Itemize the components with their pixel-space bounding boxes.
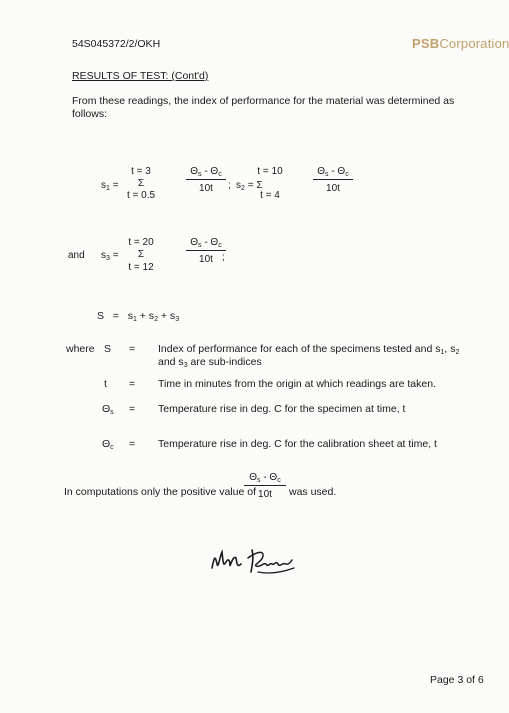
s2-denominator: 10t	[326, 183, 340, 194]
def-equals: =	[129, 438, 136, 450]
intro-line-1: From these readings, the index of performance for the material was determined as	[72, 95, 455, 107]
document-reference: 54S045372/2/OKH	[72, 38, 161, 50]
fraction-bar	[313, 179, 353, 180]
intro-line-2: follows:	[72, 108, 108, 120]
def-theta-s-text: Temperature rise in deg. C for the specimen at time, t	[158, 403, 406, 415]
s2-upper-limit: t = 10	[257, 166, 283, 177]
fraction-bar	[186, 250, 226, 251]
def-S-line-1: Index of performance for each of the specimens tested and $s_1$, $s_2$	[158, 343, 460, 356]
s1-sigma: Σ	[137, 178, 145, 189]
computation-numerator: $\Theta_s - \Theta_c$	[249, 472, 281, 484]
section-title: RESULTS OF TEST: (Cont'd)	[72, 70, 209, 82]
computation-denominator: 10t	[258, 489, 272, 500]
s3-lower-limit: t = 12	[128, 262, 154, 273]
page-number: Page 3 of 6	[430, 674, 484, 686]
s3-fraction	[186, 237, 226, 265]
s3-sigma: Σ	[137, 249, 145, 260]
s1-fraction	[186, 166, 226, 194]
s2-numerator: $\Theta_s - \Theta_c$	[317, 166, 349, 178]
def-symbol-theta-c: $\Theta_c$	[102, 438, 114, 451]
s2-lower-limit: t = 4	[260, 190, 280, 201]
s1-denominator: 10t	[199, 183, 213, 194]
def-equals: =	[129, 403, 136, 415]
def-symbol-theta-s: $\Theta_s$	[102, 403, 114, 416]
s1-numerator: $\Theta_s - \Theta_c$	[190, 166, 222, 178]
s3-denominator: 10t	[199, 254, 213, 265]
s2-lhs: $s_2 = \Sigma$	[236, 180, 263, 192]
def-t-text: Time in minutes from the origin at which readings are taken.	[158, 378, 436, 390]
def-equals: =	[129, 343, 136, 355]
def-equals: =	[129, 378, 136, 390]
computation-note-pre: In computations only the positive value of	[64, 486, 257, 498]
def-S-line-2: and $s_3$ are sub-indices	[158, 356, 262, 369]
fraction-bar	[186, 179, 226, 180]
and-label: and	[68, 250, 85, 261]
s3-semicolon: ;	[222, 252, 225, 263]
def-theta-c-text: Temperature rise in deg. C for the calibration sheet at time, t	[158, 438, 437, 450]
s3-numerator: $\Theta_s - \Theta_c$	[190, 237, 222, 249]
where-label: where	[66, 343, 95, 355]
logo-psb: PSB	[412, 36, 440, 51]
fraction-bar	[244, 485, 286, 486]
def-symbol-t: t	[104, 378, 107, 390]
s3-upper-limit: t = 20	[128, 237, 154, 248]
s1-semicolon: ;	[228, 180, 231, 191]
s3-lhs: $s_3$ =	[101, 250, 119, 262]
s2-fraction	[313, 166, 353, 194]
handwritten-signature	[208, 538, 298, 580]
def-symbol-S: S	[104, 343, 112, 355]
s1-upper-limit: t = 3	[131, 166, 151, 177]
computation-fraction	[244, 472, 286, 500]
total-index-equation: S = $s_1 + s_2 + s_3$	[97, 310, 180, 323]
s1-lower-limit: t = 0.5	[126, 190, 156, 201]
s1-lhs: $s_1$ =	[101, 180, 119, 192]
psb-corporation-logo	[412, 36, 509, 51]
computation-note-post: was used.	[289, 486, 337, 498]
logo-corporation: Corporation	[439, 36, 509, 51]
